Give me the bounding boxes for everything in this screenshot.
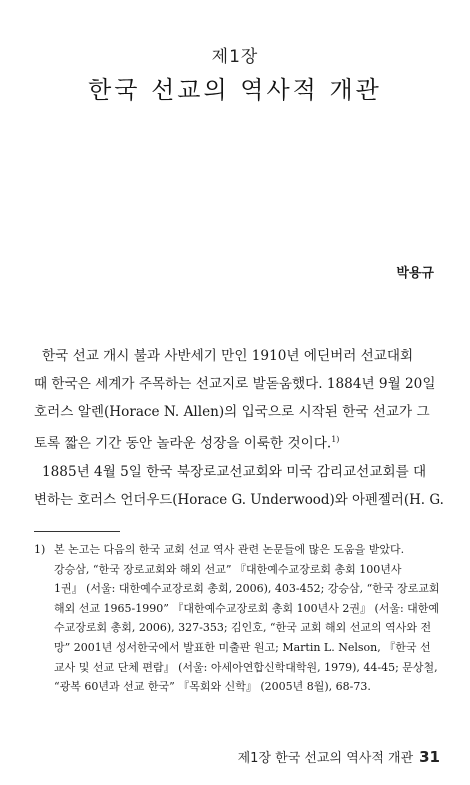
footnote-line: 1) 본 논고는 다음의 한국 교회 선교 역사 관련 논문들에 많은 도움을 받았다. [34,540,452,560]
author-name: 박용규 [396,266,434,281]
footnote-line: 망” 2001년 성서한국에서 발표한 미출판 원고; Martin L. Nelson, 『한국 선 [54,640,431,654]
running-footer [238,747,440,766]
footnote-line: 교사 및 선교 단체 편람』 (서울: 아세아연합신학대학원, 1979), 44-45; 문상철, [54,660,438,674]
paragraph-line: 한국 선교 개시 불과 사반세기 만인 1910년 에딘버러 선교대회 [42,348,414,364]
footnote-line: 해외 선교 1965-1990” 『대한예수교장로회 총회 100년사 2권』 (서울: 대한예 [54,601,440,615]
footnote-line: 수교장로회 총회, 2006), 327-353; 김인호, “한국 교회 해외 선교의 역사와 전 [54,621,432,635]
footnote-line: 강승삼, “한국 장로교회와 해외 선교” 『대한예수교장로회 총회 100년사 [54,562,402,576]
footnote-line: 1권』 (서울: 대한예수교장로회 총회, 2006), 403-452; 강승삼, “한국 장로교회 [54,582,440,596]
paragraph-line: 변하는 호러스 언더우드(Horace G. Underwood)와 아펜젤러(H. G. [34,491,444,508]
body-text [34,342,444,514]
paragraph-2 [34,458,444,514]
footnote-line: “광복 60년과 선교 한국” 『목회와 신학』 (2005년 8월), 68-73. [54,680,371,694]
paragraph-line: 1885년 4월 5일 한국 북장로교선교회와 미국 감리교선교회를 대 [42,463,427,480]
paragraph-line: 때 한국은 세계가 주목하는 선교지로 발돋움했다. 1884년 9월 20일 [34,376,436,392]
footnote-divider [34,531,120,532]
paragraph-line: 토록 짧은 기간 동안 놀라운 성장을 이룩한 것이다.$^{1)}$ [34,435,340,452]
running-footer-title: 제1장 한국 선교의 역사적 개관 [237,751,414,766]
page-number: 31 [419,748,440,766]
chapter-label: 제1장 [211,47,259,67]
paragraph-line: 호러스 알렌(Horace N. Allen)의 입국으로 시작된 한국 선교가 그 [34,404,430,420]
paragraph-1 [34,342,444,458]
footnote-reference[interactable]: 1) [331,435,340,444]
chapter-title: 한국 선교의 역사적 개관 [88,76,382,104]
footnote-number: 1) [34,543,46,556]
footnote [34,540,452,697]
